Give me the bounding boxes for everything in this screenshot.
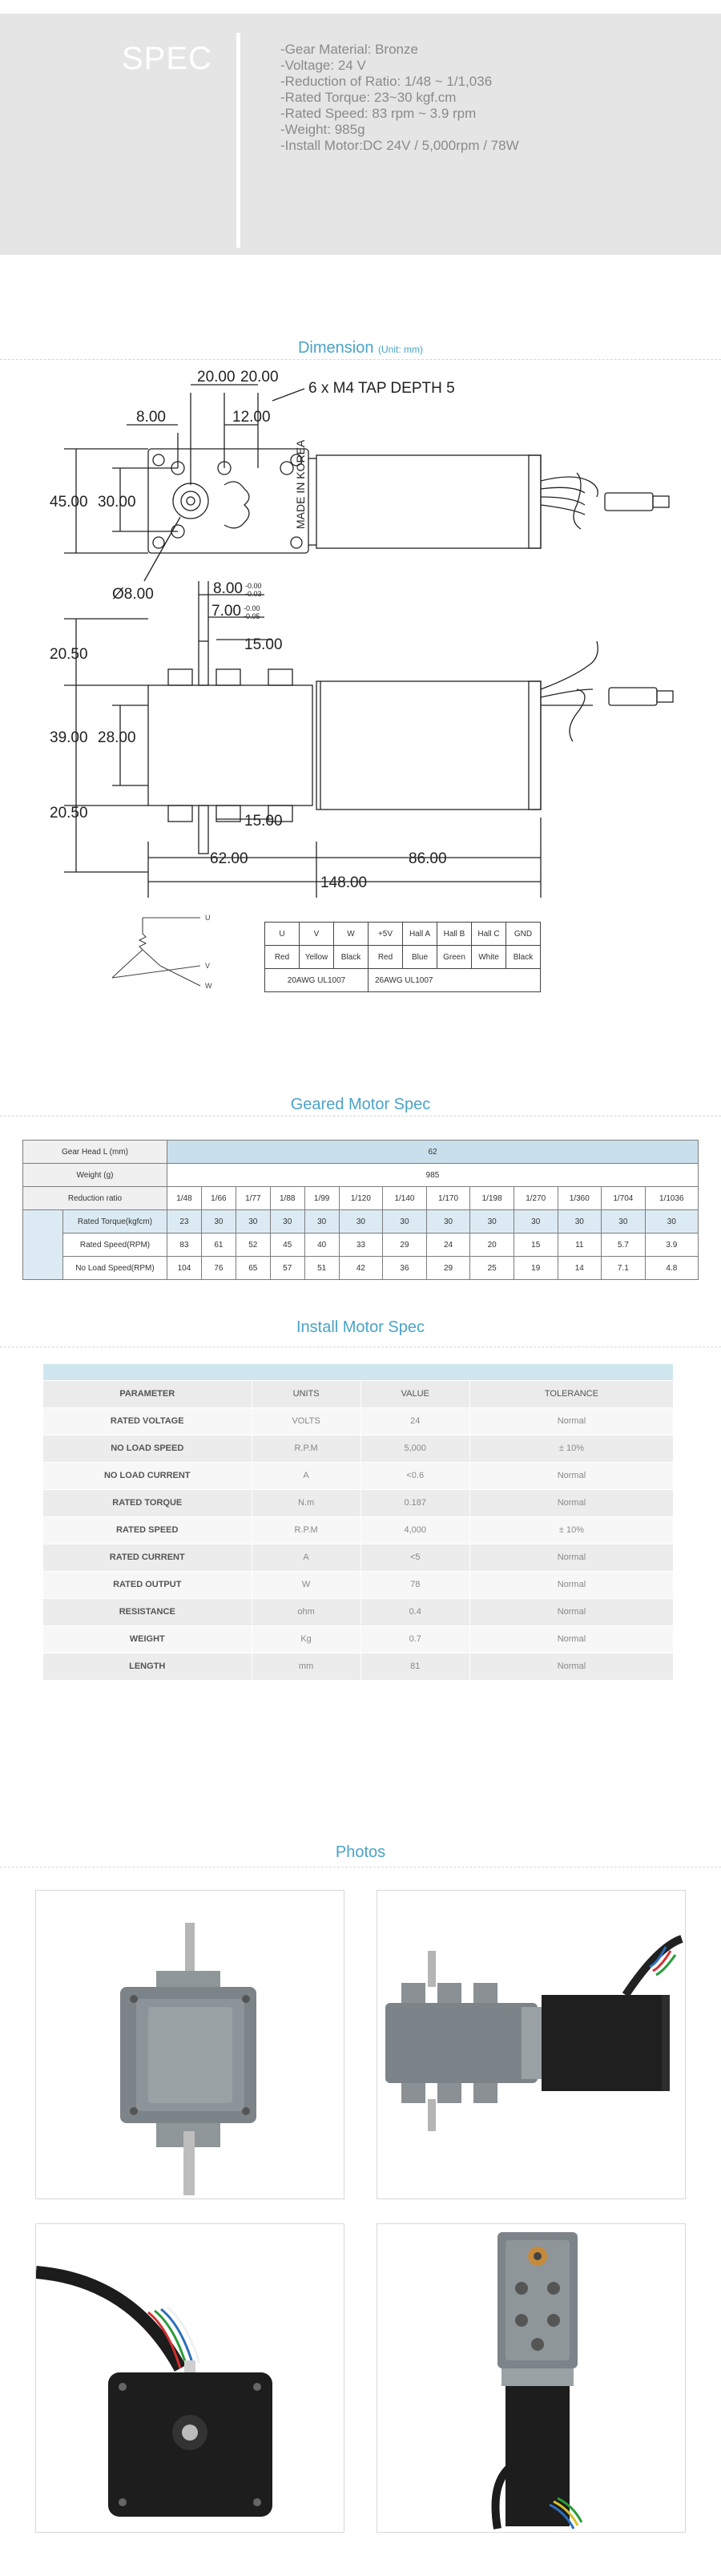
value-cell: 7.1: [602, 1257, 646, 1280]
value-cell: 52: [236, 1233, 270, 1257]
units-cell: N.m: [252, 1489, 360, 1516]
dim-39: 39.00: [50, 729, 88, 746]
dimension-title: [0, 339, 721, 357]
dim-28: 28.00: [98, 729, 136, 746]
tolerance-cell: ± 10%: [469, 1516, 673, 1544]
dim-8tol-sub: -0.03: [245, 590, 262, 598]
value-cell: 61: [201, 1233, 236, 1257]
param-cell: RATED OUTPUT: [43, 1571, 252, 1598]
value-cell: 25: [470, 1257, 514, 1280]
wire-cell: Red: [369, 946, 403, 969]
ratio-cell: 1/170: [426, 1187, 470, 1210]
ratio-cell: 1/1036: [645, 1187, 698, 1210]
gear-head-label: Gear Head L (mm): [23, 1141, 167, 1164]
spec-list: [280, 42, 519, 154]
value-cell: 30: [514, 1210, 558, 1233]
param-cell: RATED CURRENT: [43, 1544, 252, 1571]
table-row: [43, 1462, 673, 1489]
motor-rear-illustration: [36, 2224, 344, 2532]
value-cell: 42: [339, 1257, 383, 1280]
value-cell: 76: [201, 1257, 236, 1280]
wire-cell: V: [300, 923, 334, 946]
ratio-cell: 1/99: [304, 1187, 339, 1210]
param-cell: WEIGHT: [43, 1625, 252, 1653]
value-cell: 24: [426, 1233, 470, 1257]
ratio-cell: 1/77: [236, 1187, 270, 1210]
ratio-cell: 1/140: [383, 1187, 427, 1210]
value-cell: 5,000: [360, 1435, 469, 1462]
param-cell: RATED TORQUE: [43, 1489, 252, 1516]
value-cell: 104: [167, 1257, 202, 1280]
wire-cell: 26AWG UL1007: [369, 969, 541, 992]
value-cell: <5: [360, 1544, 469, 1571]
value-cell: 30: [383, 1210, 427, 1233]
value-cell: 45: [270, 1233, 304, 1257]
units-cell: A: [252, 1462, 360, 1489]
tolerance-cell: Normal: [469, 1489, 673, 1516]
param-cell: NO LOAD CURRENT: [43, 1462, 252, 1489]
row-label: Rated Speed(RPM): [63, 1233, 167, 1257]
dim-15a: 15.00: [244, 636, 283, 653]
value-cell: 14: [558, 1257, 602, 1280]
tolerance-cell: Normal: [469, 1571, 673, 1598]
spec-item: -Install Motor:DC 24V / 5,000rpm / 78W: [280, 138, 519, 153]
param-cell: LENGTH: [43, 1653, 252, 1680]
ratio-cell: 1/88: [270, 1187, 304, 1210]
table-row: [43, 1516, 673, 1544]
photos-title: Photos: [335, 1843, 386, 1861]
gear-head-value: 62: [167, 1141, 699, 1164]
tap-note: 6 x M4 TAP DEPTH 5: [308, 380, 455, 397]
ratio-cell: 1/48: [167, 1187, 202, 1210]
dim-7tol-sup: -0.00: [244, 604, 260, 612]
ratio-label: Reduction ratio: [23, 1187, 167, 1210]
value-cell: 0.4: [360, 1598, 469, 1625]
tolerance-cell: Normal: [469, 1462, 673, 1489]
units-cell: Kg: [252, 1625, 360, 1653]
dim-86: 86.00: [409, 850, 447, 867]
made-in-label: MADE IN KOREA: [294, 439, 307, 529]
value-cell: 15: [514, 1233, 558, 1257]
value-cell: 65: [236, 1257, 270, 1280]
dim-30: 30.00: [98, 494, 136, 511]
photo-gearhead-front: [35, 1890, 344, 2199]
units-cell: R.P.M: [252, 1516, 360, 1544]
value-cell: 30: [645, 1210, 698, 1233]
install-header-row: [43, 1380, 673, 1407]
param-cell: RATED VOLTAGE: [43, 1407, 252, 1435]
wiring-table: [264, 922, 541, 992]
wire-cell: Yellow: [300, 946, 334, 969]
table-row: [43, 1435, 673, 1462]
header-cell: PARAMETER: [43, 1380, 252, 1407]
dim-8tol: 8.00: [213, 580, 243, 597]
tolerance-cell: Normal: [469, 1653, 673, 1680]
units-cell: W: [252, 1571, 360, 1598]
spec-title: SPEC: [122, 41, 212, 76]
value-cell: 29: [383, 1233, 427, 1257]
value-cell: 0.187: [360, 1489, 469, 1516]
row-group-marker: [23, 1210, 63, 1280]
phase-diagram: [96, 910, 224, 994]
weight-label: Weight (g): [23, 1164, 167, 1187]
dim-20a: 20.00: [197, 369, 236, 386]
tolerance-cell: Normal: [469, 1625, 673, 1653]
table-row: [43, 1544, 673, 1571]
units-cell: A: [252, 1544, 360, 1571]
wire-cell: Black: [506, 946, 541, 969]
units-cell: mm: [252, 1653, 360, 1680]
wire-cell: White: [472, 946, 506, 969]
torque-row: [23, 1210, 699, 1233]
phase-u: U: [205, 914, 211, 922]
units-cell: ohm: [252, 1598, 360, 1625]
speed-row: [23, 1233, 699, 1257]
spec-item: -Weight: 985g: [280, 122, 365, 137]
value-cell: 30: [339, 1210, 383, 1233]
dimension-drawing: [0, 369, 721, 914]
wire-cell: +5V: [369, 923, 403, 946]
tolerance-cell: Normal: [469, 1407, 673, 1435]
spec-item: -Voltage: 24 V: [280, 58, 366, 73]
dimension-title-text: Dimension: [297, 339, 374, 357]
value-cell: 78: [360, 1571, 469, 1598]
spec-divider: [236, 33, 240, 248]
geared-title: Geared Motor Spec: [290, 1096, 431, 1113]
spec-item: -Rated Torque: 23~30 kgf.cm: [280, 90, 457, 105]
section-divider: [0, 359, 721, 360]
value-cell: 5.7: [602, 1233, 646, 1257]
dim-8: 8.00: [136, 409, 166, 426]
value-cell: 11: [558, 1233, 602, 1257]
wire-cell: Red: [265, 946, 300, 969]
value-cell: 3.9: [645, 1233, 698, 1257]
param-cell: RESISTANCE: [43, 1598, 252, 1625]
row-label: No Load Speed(RPM): [63, 1257, 167, 1280]
value-cell: <0.6: [360, 1462, 469, 1489]
header-cell: TOLERANCE: [469, 1380, 673, 1407]
weight-value: 985: [167, 1164, 699, 1187]
tolerance-cell: Normal: [469, 1598, 673, 1625]
wire-cell: Blue: [403, 946, 437, 969]
units-cell: VOLTS: [252, 1407, 360, 1435]
dim-7tol-sub: -0.05: [244, 612, 260, 620]
phase-w: W: [205, 982, 212, 990]
value-cell: 40: [304, 1233, 339, 1257]
table-row: [43, 1489, 673, 1516]
ratio-cell: 1/360: [558, 1187, 602, 1210]
dim-20b: 20.00: [240, 369, 279, 386]
phase-v: V: [205, 962, 211, 970]
value-cell: 20: [470, 1233, 514, 1257]
wire-cell: W: [334, 923, 369, 946]
dim-7tol: 7.00: [211, 603, 241, 620]
value-cell: 30: [236, 1210, 270, 1233]
tolerance-cell: ± 10%: [469, 1435, 673, 1462]
photo-gearmotor-side: [377, 1890, 686, 2199]
units-cell: R.P.M: [252, 1435, 360, 1462]
ratio-cell: 1/198: [470, 1187, 514, 1210]
value-cell: 23: [167, 1210, 202, 1233]
value-cell: 30: [426, 1210, 470, 1233]
value-cell: 29: [426, 1257, 470, 1280]
ratio-cell: 1/704: [602, 1187, 646, 1210]
ratio-row: [23, 1187, 699, 1210]
value-cell: 4,000: [360, 1516, 469, 1544]
row-label: Rated Torque(kgfcm): [63, 1210, 167, 1233]
gearmotor-top-illustration: [377, 2224, 685, 2532]
dim-8tol-sup: -0.00: [245, 582, 262, 590]
dim-phi8: Ø8.00: [112, 586, 154, 603]
wire-cell: 20AWG UL1007: [265, 969, 369, 992]
dim-12: 12.00: [232, 409, 271, 426]
gearmotor-side-illustration: [377, 1891, 685, 2198]
dim-15b: 15.00: [244, 813, 283, 830]
wire-cell: Hall C: [472, 923, 506, 946]
table-row: [43, 1653, 673, 1680]
install-spec-table: [43, 1364, 673, 1681]
ratio-cell: 1/270: [514, 1187, 558, 1210]
table-row: [43, 1407, 673, 1435]
dim-45: 45.00: [50, 494, 88, 511]
wire-cell: Black: [334, 946, 369, 969]
value-cell: 51: [304, 1257, 339, 1280]
value-cell: 24: [360, 1407, 469, 1435]
header-cell: VALUE: [360, 1380, 469, 1407]
geared-spec-table: [22, 1140, 699, 1280]
dim-2050b: 20.50: [50, 805, 88, 822]
table-top-strip: [43, 1364, 673, 1380]
value-cell: 30: [470, 1210, 514, 1233]
gearmotor-front-illustration: [36, 1891, 344, 2198]
table-row: [43, 1571, 673, 1598]
value-cell: 30: [201, 1210, 236, 1233]
value-cell: 30: [304, 1210, 339, 1233]
dim-148: 148.00: [320, 874, 368, 891]
value-cell: 33: [339, 1233, 383, 1257]
value-cell: 57: [270, 1257, 304, 1280]
table-row: [43, 1598, 673, 1625]
wire-cell: Green: [437, 946, 472, 969]
tolerance-cell: Normal: [469, 1544, 673, 1571]
value-cell: 0.7: [360, 1625, 469, 1653]
header-cell: UNITS: [252, 1380, 360, 1407]
noload-row: [23, 1257, 699, 1280]
photo-gearmotor-top: [377, 2223, 686, 2533]
value-cell: 4.8: [645, 1257, 698, 1280]
spec-item: -Rated Speed: 83 rpm ~ 3.9 rpm: [280, 106, 477, 121]
dim-2050a: 20.50: [50, 646, 88, 663]
wiring-row-awg: [265, 969, 541, 992]
value-cell: 30: [602, 1210, 646, 1233]
value-cell: 30: [270, 1210, 304, 1233]
photo-motor-rear: [35, 2223, 344, 2533]
table-row: [43, 1625, 673, 1653]
install-title: Install Motor Spec: [296, 1318, 425, 1336]
wire-cell: Hall B: [437, 923, 472, 946]
spec-item: -Gear Material: Bronze: [280, 42, 418, 57]
value-cell: 83: [167, 1233, 202, 1257]
ratio-cell: 1/120: [339, 1187, 383, 1210]
dim-62: 62.00: [210, 850, 248, 867]
ratio-cell: 1/66: [201, 1187, 236, 1210]
param-cell: RATED SPEED: [43, 1516, 252, 1544]
wire-cell: Hall A: [403, 923, 437, 946]
value-cell: 19: [514, 1257, 558, 1280]
param-cell: NO LOAD SPEED: [43, 1435, 252, 1462]
value-cell: 30: [558, 1210, 602, 1233]
value-cell: 81: [360, 1653, 469, 1680]
dimension-unit: (Unit: mm): [378, 344, 424, 355]
value-cell: 36: [383, 1257, 427, 1280]
spec-item: -Reduction of Ratio: 1/48 ~ 1/1,036: [280, 74, 493, 89]
spec-banner: [0, 14, 721, 255]
wiring-row-color: [265, 946, 541, 969]
wire-cell: U: [265, 923, 300, 946]
wire-cell: GND: [506, 923, 541, 946]
wiring-row-signal: [265, 923, 541, 946]
